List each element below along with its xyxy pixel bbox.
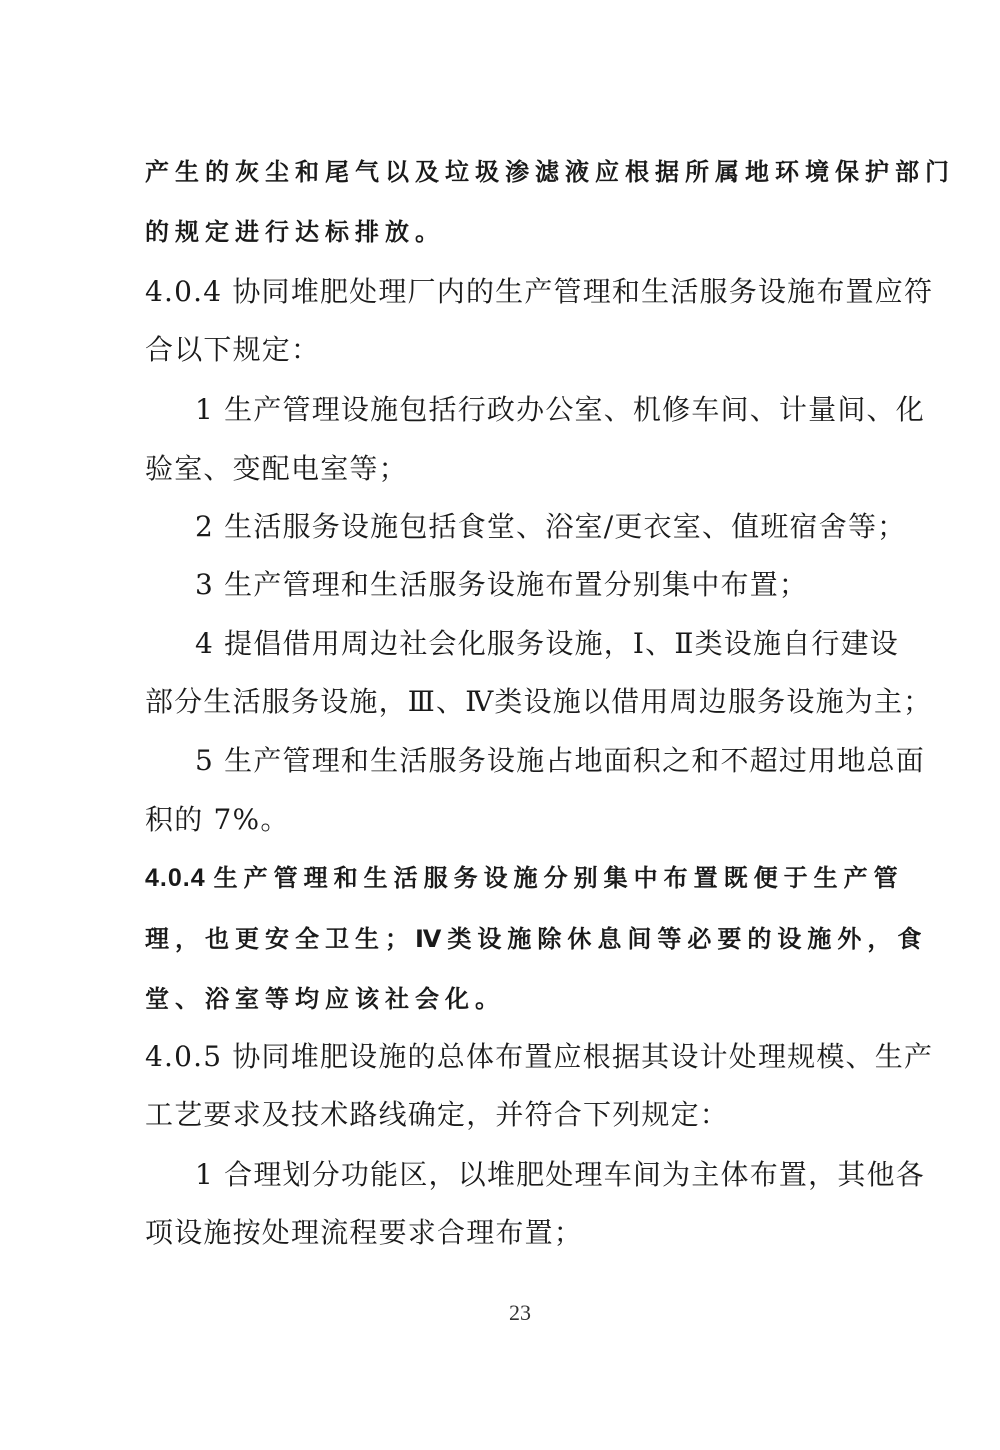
clause-405-item-1-line-2: 项设施按处理流程要求合理布置； — [145, 1216, 584, 1249]
commentary-top-line-1: 产生的灰尘和尾气以及垃圾渗滤液应根据所属地环境保护部门 — [145, 158, 955, 186]
clause-404-item-4-line-2: 部分生活服务设施，Ⅲ、Ⅳ类设施以借用周边服务设施为主； — [145, 685, 933, 718]
clause-404-line-2: 合以下规定： — [145, 333, 321, 366]
clause-404-line-1: 4.0.4 协同堆肥处理厂内的生产管理和生活服务设施布置应符 — [145, 275, 934, 308]
commentary-404-line-3: 堂、浴室等均应该社会化。 — [145, 985, 505, 1013]
clause-404-item-4-line-1: 4 提倡借用周边社会化服务设施，Ⅰ、Ⅱ类设施自行建设 — [195, 627, 900, 660]
clause-404-item-5-line-1: 5 生产管理和生活服务设施占地面积之和不超过用地总面 — [195, 744, 925, 777]
clause-405-line-2: 工艺要求及技术路线确定，并符合下列规定： — [145, 1098, 730, 1131]
clause-405-item-1-line-1: 1 合理划分功能区，以堆肥处理车间为主体布置，其他各 — [195, 1158, 925, 1191]
commentary-404-line-1 — [145, 866, 904, 891]
clause-404-item-1-line-2: 验室、变配电室等； — [145, 452, 408, 485]
commentary-404-number: 4.0.4 — [145, 864, 206, 892]
commentary-404-line-2: 理，也更安全卫生；Ⅳ类设施除休息间等必要的设施外，食 — [145, 925, 928, 953]
page-number: 23 — [509, 1300, 531, 1325]
clause-404-item-2: 2 生活服务设施包括食堂、浴室/更衣室、值班宿舍等； — [195, 510, 907, 543]
clause-404-item-1-line-1: 1 生产管理设施包括行政办公室、机修车间、计量间、化 — [195, 393, 925, 426]
clause-404-item-3: 3 生产管理和生活服务设施布置分别集中布置； — [195, 568, 809, 601]
commentary-top-line-2: 的规定进行达标排放。 — [145, 218, 445, 246]
clause-405-line-1: 4.0.5 协同堆肥设施的总体布置应根据其设计处理规模、生产 — [145, 1040, 934, 1073]
clause-404-item-5-line-2: 积的 7%。 — [145, 803, 290, 836]
commentary-404-line-1-text: 生产管理和生活服务设施分别集中布置既便于生产管 — [213, 864, 904, 892]
